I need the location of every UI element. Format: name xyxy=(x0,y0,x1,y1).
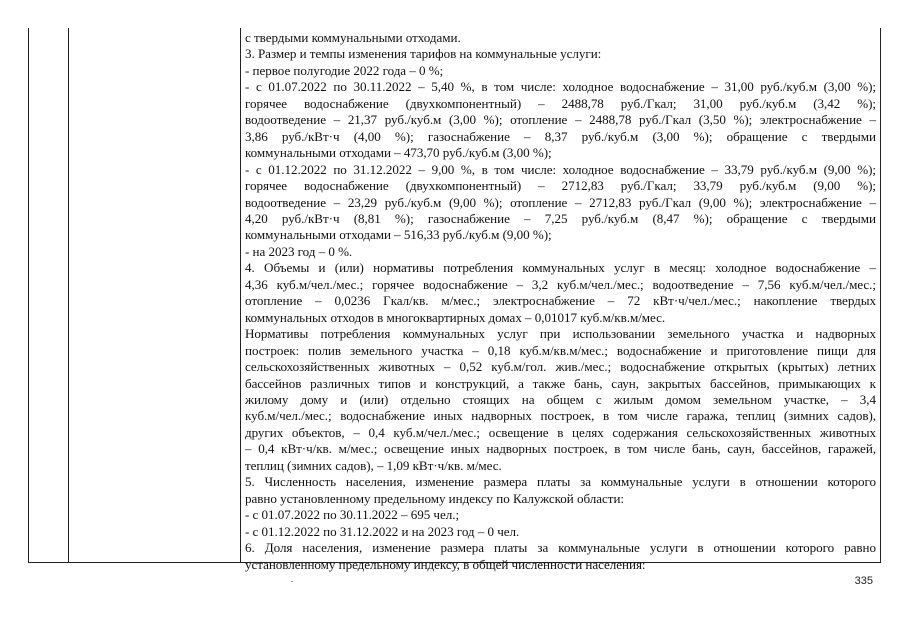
text-line: других объектов, – 0,4 куб.м/чел./мес.; освещение в целях содержания сельскохозяйственных животных xyxy=(245,424,876,440)
text-line: Нормативы потребления коммунальных услуг при использовании земельного участка и надворных xyxy=(245,326,876,342)
text-line: - на 2023 год – 0 %. xyxy=(245,243,353,259)
text-line: установленному предельному индексу, в общей численности населения: xyxy=(245,556,646,572)
text-line: с твердыми коммунальными отходами. xyxy=(245,30,461,45)
text-line: горячее водоснабжение (двухкомпонентный) – 2712,83 руб./Гкал; 33,79 руб./куб.м (9,00 %); xyxy=(245,178,876,194)
text-line: коммунальными отходами – 473,70 руб./куб.м (3,00 %); xyxy=(245,145,552,161)
text-line: куб.м/чел./мес.; водоснабжение иных надворных построек, в том числе гаража, теплиц (зимних садов), xyxy=(245,408,876,424)
text-line: равно установленному предельному индексу по Калужской области: xyxy=(245,490,624,506)
text-line: водоотведение – 21,37 руб./куб.м (3,00 %); отопление – 2488,78 руб./Гкал (3,50 %); электроснабжение – xyxy=(245,112,876,128)
text-line: жилому дому и (или) отдельно стоящих на общем с жилым домом земельном участке, – 3,4 xyxy=(245,391,876,407)
text-line: сельскохозяйственных животных – 0,52 куб.м/гол. жив./мес.; водоснабжение открытых (крытых) летних xyxy=(245,359,876,375)
text-line: коммунальных отходов в многоквартирных домах – 0,01017 куб.м/кв.м/мес. xyxy=(245,309,666,325)
text-line: построек: полив земельного участка – 0,18 куб.м/кв.м/мес.; водоснабжение и приготовление пищи для xyxy=(245,342,876,358)
text-line: – 0,4 кВт·ч/кв. м/мес.; освещение иных надворных построек, в том числе бань, саун, бассейнов, гаражей, xyxy=(245,441,876,457)
text-line: - с 01.07.2022 по 30.11.2022 – 5,40 %, в том числе: холодное водоснабжение – 31,00 руб./куб.м (3,00 %); xyxy=(245,79,876,95)
text-line: бассейнов различных типов и конструкций, а также бань, саун, закрытых бассейнов, примыкающих к xyxy=(245,375,876,391)
text-line: - с 01.12.2022 по 31.12.2022 – 9,00 %, в том числе: холодное водоснабжение – 33,79 руб./куб.м (9,00 %); xyxy=(245,161,876,177)
document-table xyxy=(28,28,881,572)
text-line: теплиц (зимних садов), – 1,09 кВт·ч/кв. м/мес. xyxy=(245,457,502,473)
text-line: - с 01.12.2022 по 31.12.2022 и на 2023 год – 0 чел. xyxy=(245,523,520,539)
column-divider-second xyxy=(240,28,241,562)
text-line: 5. Численность населения, изменение размера платы за коммунальные услуги в отношении которого xyxy=(245,474,876,490)
scan-speck xyxy=(291,581,293,582)
text-line: коммунальными отходами – 516,33 руб./куб.м (9,00 %); xyxy=(245,227,552,243)
text-line: 3. Размер и темпы изменения тарифов на коммунальные услуги: xyxy=(245,46,602,62)
text-line: 4. Объемы и (или) нормативы потребления коммунальных услуг в месяц: холодное водоснабжение – xyxy=(245,260,876,276)
table-cell-content xyxy=(245,30,876,573)
page-number: 335 xyxy=(854,575,873,587)
text-line: 4,36 куб.м/чел./мес.; горячее водоснабжение – 3,2 куб.м/чел./мес.; водоотведение – 7,56 куб.м/чел./мес.; xyxy=(245,276,876,292)
text-line: горячее водоснабжение (двухкомпонентный) – 2488,78 руб./Гкал; 31,00 руб./куб.м (3,42 %); xyxy=(245,95,876,111)
text-line: - с 01.07.2022 по 30.11.2022 – 695 чел.; xyxy=(245,507,460,523)
text-line: 3,86 руб./кВт·ч (4,00 %); газоснабжение – 8,37 руб./куб.м (3,00 %); обращение с твердыми xyxy=(245,128,876,144)
text-line: водоотведение – 23,29 руб./куб.м (9,00 %); отопление – 2712,83 руб./Гкал (9,00 %); электроснабжение – xyxy=(245,194,876,210)
column-divider-first xyxy=(68,28,69,562)
text-line: отопление – 0,0236 Гкал/кв. м/мес.; электроснабжение – 72 кВт·ч/чел./мес.; накопление твердых xyxy=(245,293,876,309)
text-line: - первое полугодие 2022 года – 0 %; xyxy=(245,62,444,78)
text-line: 6. Доля населения, изменение размера платы за коммунальные услуги в отношении которого равно xyxy=(245,540,876,556)
text-line: 4,20 руб./кВт·ч (8,81 %); газоснабжение – 7,25 руб./куб.м (8,47 %); обращение с твердыми xyxy=(245,210,876,226)
